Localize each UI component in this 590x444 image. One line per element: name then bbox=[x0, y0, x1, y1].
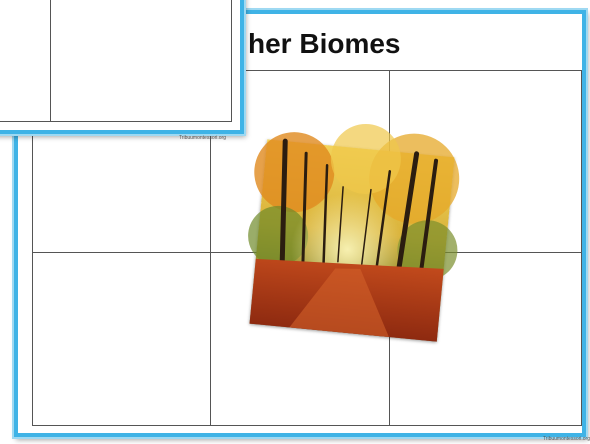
card-title: her Biomes bbox=[248, 28, 401, 59]
autumn-forest-image bbox=[250, 139, 455, 341]
card-credit: Tribuumontessori.org bbox=[542, 436, 590, 442]
top-grid-line-vertical bbox=[50, 0, 51, 121]
top-card-credit: Tribuumontessori.org bbox=[178, 135, 226, 141]
biome-card-top bbox=[0, 0, 244, 141]
autumn-forest-photo[interactable] bbox=[250, 139, 455, 341]
top-card-grid bbox=[0, 0, 232, 122]
